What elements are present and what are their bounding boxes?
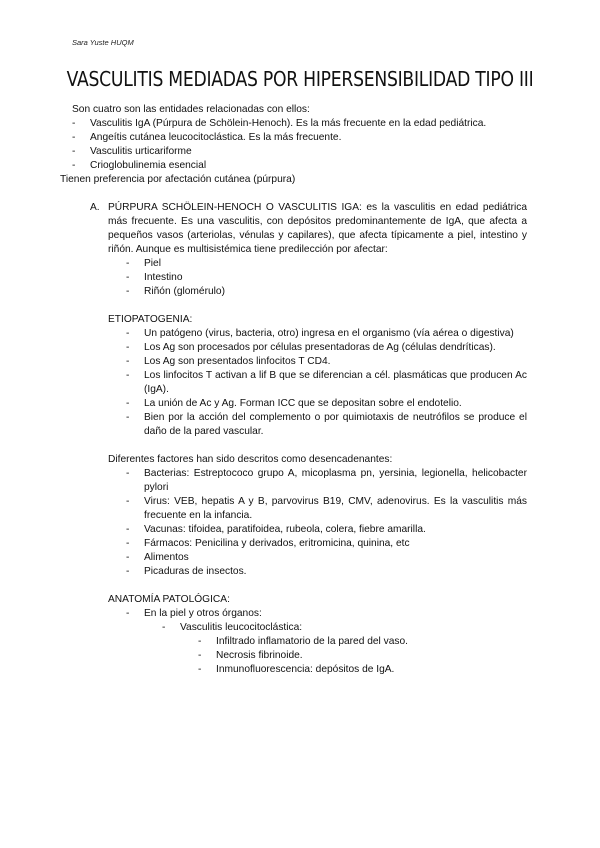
document-body bbox=[60, 103, 527, 677]
list-item: - Fármacos: Penicilina y derivados, eritromicina, quinina, etc bbox=[144, 537, 527, 551]
list-item: - Virus: VEB, hepatis A y B, parvovirus B19, CMV, adenovirus. Es la vasculitis más frecuente en la infancia. bbox=[144, 495, 527, 523]
anatomia-heading: ANATOMÍA PATOLÓGICA: bbox=[108, 594, 230, 605]
list-item: - Piel bbox=[144, 257, 527, 271]
anatomia-level3 bbox=[216, 635, 527, 677]
desencadenantes-list bbox=[144, 467, 527, 579]
list-item: - Vasculitis IgA (Púrpura de Schölein-Henoch). Es la más frecuente en la edad pediátrica. bbox=[90, 117, 527, 131]
intro-lead: Son cuatro son las entidades relacionadas con ellos: bbox=[72, 104, 310, 115]
list-item: - Angeítis cutánea leucocitoclástica. Es la más frecuente. bbox=[90, 131, 527, 145]
list-item: - Bien por la acción del complemento o por quimiotaxis de neutrófilos se produce el daño de la pared vascular. bbox=[144, 411, 527, 439]
list-item: - Vasculitis urticariforme bbox=[90, 145, 527, 159]
etiopatogenia-list bbox=[144, 327, 527, 439]
list-item: - Los linfocitos T activan a lif B que se diferencian a cél. plasmáticas que producen Ac (IgA). bbox=[144, 369, 527, 397]
list-item: - Picaduras de insectos. bbox=[144, 565, 527, 579]
list-item: - Necrosis fibrinoide. bbox=[216, 649, 527, 663]
entities-list bbox=[90, 117, 527, 173]
list-item: - Crioglobulinemia esencial bbox=[90, 159, 527, 173]
document-title: VASCULITIS MEDIADAS POR HIPERSENSIBILIDAD TIPO III bbox=[66, 67, 534, 91]
list-item: - Riñón (glomérulo) bbox=[144, 285, 527, 299]
list-item: - Los Ag son presentados linfocitos T CD4. bbox=[144, 355, 527, 369]
desencadenantes-heading: Diferentes factores han sido descritos como desencadenantes: bbox=[108, 454, 393, 465]
organs-list bbox=[144, 257, 527, 299]
list-item: - Vasculitis leucocitoclástica: bbox=[180, 621, 527, 635]
section-a bbox=[90, 201, 527, 677]
list-item: - Bacterias: Estreptococo grupo A, micoplasma pn, yersinia, legionella, helicobacter pylori bbox=[144, 467, 527, 495]
intro-note: Tienen preferencia por afectación cutánea (púrpura) bbox=[60, 174, 296, 185]
section-a-text: PÚRPURA SCHÖLEIN-HENOCH O VASCULITIS IGA: es la vasculitis en edad pediátrica más frecuente. Es una vasculitis, con depósitos predominantemente de IgA, que afecta a pequeños vasos (arteriolas, vénulas y capilares), que afecta típicamente a piel, intestino y riñón. Aunque es multisistémica tiene predilección por afectar: bbox=[108, 202, 527, 255]
etiopatogenia-heading: ETIOPATOGENIA: bbox=[108, 314, 193, 325]
anatomia-level1 bbox=[144, 607, 527, 621]
list-item: - En la piel y otros órganos: bbox=[144, 607, 527, 621]
list-item: - Alimentos bbox=[144, 551, 527, 565]
page-header-author: Sara Yuste HUQM bbox=[72, 38, 134, 47]
list-item: - Vacunas: tifoidea, paratifoidea, rubeola, colera, fiebre amarilla. bbox=[144, 523, 527, 537]
list-item: - Infiltrado inflamatorio de la pared del vaso. bbox=[216, 635, 527, 649]
list-item: - Intestino bbox=[144, 271, 527, 285]
list-item: - Los Ag son procesados por células presentadoras de Ag (células dendríticas). bbox=[144, 341, 527, 355]
list-item: - La unión de Ac y Ag. Forman ICC que se depositan sobre el endotelio. bbox=[144, 397, 527, 411]
section-letter: A. bbox=[90, 202, 100, 213]
anatomia-level2 bbox=[180, 621, 527, 635]
list-item: - Un patógeno (virus, bacteria, otro) ingresa en el organismo (vía aérea o digestiva) bbox=[144, 327, 527, 341]
list-item: - Inmunofluorescencia: depósitos de IgA. bbox=[216, 663, 527, 677]
